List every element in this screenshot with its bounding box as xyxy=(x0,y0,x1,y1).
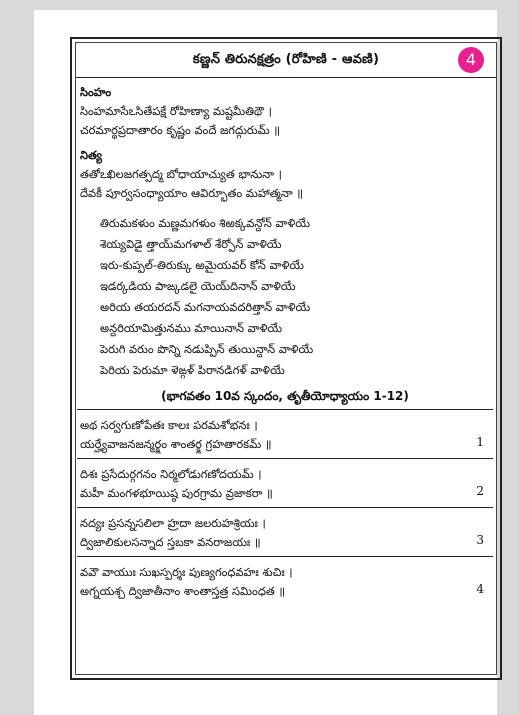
verse-line: మహీ మంగళభూయిష్ఠ పురగ్రామ వ్రజాకరా ॥ xyxy=(80,486,273,500)
document-page xyxy=(34,10,497,715)
section-subheading: (భాగవతం 10వ స్కందం, తృతీయోధ్యాయం 1-12) xyxy=(161,389,409,403)
verse-line: ద్విజాలికులసన్నాద స్తబకా వనరాజయః ॥ xyxy=(80,535,261,549)
document-body xyxy=(80,83,490,605)
tamil-line: ఇడర్కడియ పాఙ్కడలై యెయ్‌దినాన్ వాళియే xyxy=(100,279,296,293)
page-number-badge: 4 xyxy=(458,47,484,73)
verse-block xyxy=(80,557,490,605)
page-title: కణ్ణన్ తిరునక్షత్రం (రోహిణి - ఆవణి) xyxy=(192,52,380,67)
verse-line: దేవకీ పూర్వసంధ్యాయాం ఆవిర్భూతం మహాత్మనా ॥ xyxy=(80,186,304,200)
tamil-line: పెరియ పెరుమా ళెఙ్గళ్ పిరానడిగళ్ వాళియే xyxy=(100,363,285,377)
verse-line: చరమార్థప్రదాతారం కృష్ణం వందే జగద్గురుమ్ ॥ xyxy=(80,123,281,137)
tamil-line: ఇరు-కుప్పల్-తిరుక్కు ఱమైయవర్ కోన్ వాళియే xyxy=(100,258,304,272)
tamil-line: తిరుమకళుం మణ్ణమగళుం శిఱక్కవన్దోన్ వాళియే xyxy=(100,216,310,230)
verse-block xyxy=(80,410,490,458)
verse-line: వవౌ వాయుః సుఖస్పర్శః పుణ్యగంధవహః శుచిః । xyxy=(80,565,293,579)
content-frame xyxy=(70,37,502,680)
section-heading: సింహం xyxy=(80,85,112,99)
verse-line: యర్హ్యేవాజనజన్మర్క్షం శాంతర్క్ష గ్రహతారకమ్ ॥ xyxy=(80,437,272,451)
inner-border xyxy=(75,42,497,675)
verse-line: అథ సర్వగుణోపేతః కాలః పరమశోభనః । xyxy=(80,418,258,432)
header xyxy=(76,43,496,78)
verse-line: దిశః ప్రసేదుర్గగనం నిర్మలోడుగణోదయమ్ । xyxy=(80,467,262,481)
verse-number: 3 xyxy=(476,533,484,547)
tamil-line: పెరుగి వరుం పొన్ని నడుప్పిన్ తుయిన్దాన్ వాళియే xyxy=(100,342,314,356)
tamil-line: అరియ తయరదన్ మగనాయవదరిత్తాన్ వాళియే xyxy=(100,300,311,314)
verse-block xyxy=(80,459,490,507)
verse-line: నద్యః ప్రసన్నసలిలా హ్రదా జలరుహశ్రియః । xyxy=(80,516,266,530)
verse-line: అగ్నయశ్చ ద్విజాతీనాం శాంతాస్తత్ర సమింధత ॥ xyxy=(80,584,286,598)
verse-line: సింహమాసేఽసితేపక్షే రోహిణ్యా మష్టమీతిథౌ । xyxy=(80,104,272,118)
verse-line: తతోఽఖిలజగత్పద్మ బోధాయాచ్యుత భానునా । xyxy=(80,167,282,181)
tamil-line: శెయ్యవిడై త్తాయ్‌మగళాల్ శేర్పోన్ వాళియే xyxy=(100,237,282,251)
verse-number: 1 xyxy=(476,435,484,449)
verse-block xyxy=(80,508,490,556)
tamil-line: అన్దరియామిత్తునము మాయినాన్ వాళియే xyxy=(100,321,283,335)
section-heading: నిత్య xyxy=(80,148,103,162)
verse-number: 2 xyxy=(476,484,484,498)
verse-number: 4 xyxy=(476,582,484,596)
